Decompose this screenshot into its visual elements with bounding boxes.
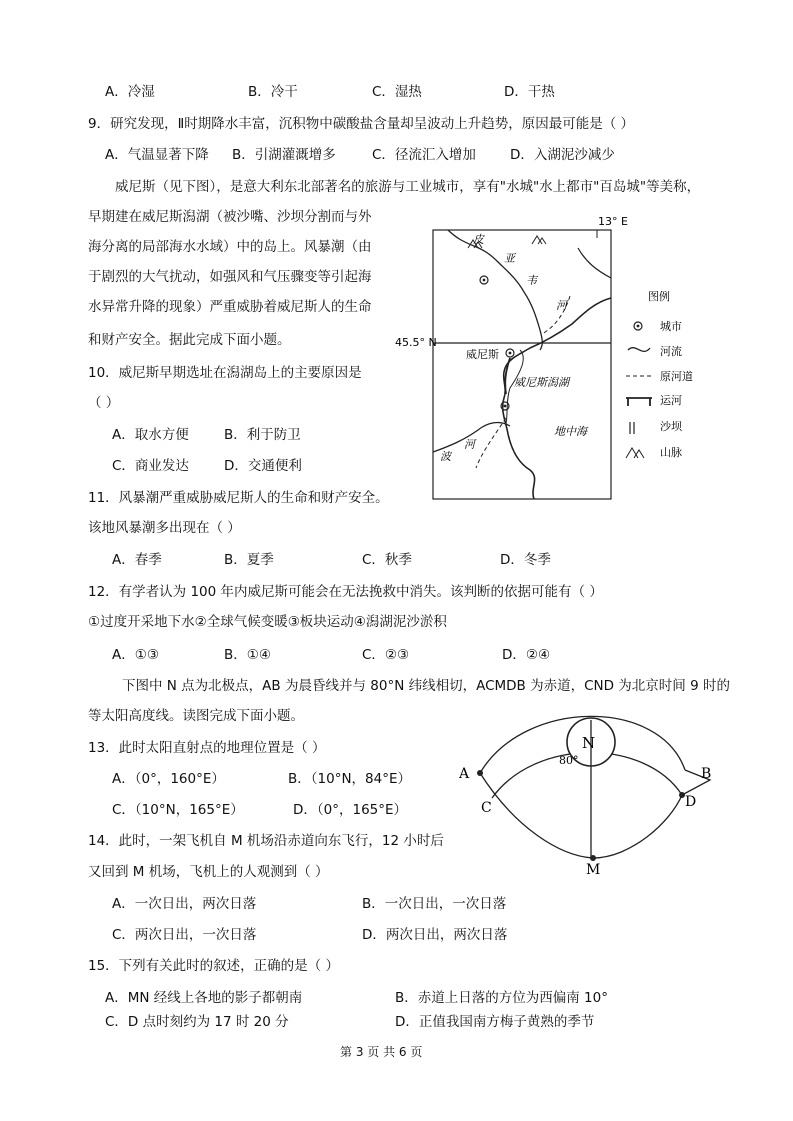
label-d: D: [685, 794, 697, 810]
q14-option-c: C．两次日出，一次日落: [112, 927, 257, 943]
river-name-char: 河: [464, 438, 475, 451]
q14-option-a: A．一次日出，两次日落: [112, 896, 257, 912]
legend-river: 河流: [660, 345, 682, 358]
legend-title: 图例: [648, 290, 670, 303]
legend-river-icon: [628, 348, 650, 352]
q10-option-c: C．商业发达: [112, 458, 189, 474]
venice-intro-line1: 威尼斯（见下图），是意大利东北部著名的旅游与工业城市，享有"水城"水上都市"百岛城"等美称，: [115, 179, 701, 195]
venice-intro-line5: 水异常升降的现象）严重威胁着威尼斯人的生命: [88, 299, 372, 315]
point-m: [590, 855, 596, 861]
q12-option-a: A．①③: [112, 647, 159, 663]
label-c: C: [481, 800, 492, 816]
q12-stem: 12．有学者认为 100 年内威尼斯可能会在无法挽救中消失。该判断的依据可能有（ ）: [88, 584, 603, 600]
q8-option-c: C．湿热: [372, 84, 422, 100]
lon-label: 13° E: [598, 215, 628, 228]
canal: [505, 358, 510, 394]
q15-option-d: D．正值我国南方梅子黄熟的季节: [395, 1014, 595, 1030]
q8-option-a: A．冷湿: [105, 84, 155, 100]
polar-intro-line2: 等太阳高度线。读图完成下面小题。: [88, 708, 304, 724]
legend-canal: 运河: [660, 394, 682, 407]
q9-option-a: A．气温显著下降: [105, 147, 209, 163]
q11-stem: 11．风暴潮严重威胁威尼斯人的生命和财产安全。: [88, 490, 389, 506]
legend-sandbar: 沙坝: [660, 420, 682, 433]
q15-stem: 15．下列有关此时的叙述，正确的是（ ）: [88, 958, 339, 974]
venice-intro-line4: 于剧烈的大气扰动，如强风和气压骤变等引起海: [88, 269, 372, 285]
q14-stem2: 又回到 M 机场，飞机上的人观测到（ ）: [88, 864, 329, 880]
label-a: A: [459, 766, 470, 782]
q14-option-b: B．一次日出，一次日落: [362, 896, 507, 912]
river-name-char: 韦: [526, 274, 537, 287]
q9-option-c: C．径流汇入增加: [372, 147, 476, 163]
sea-label: 地中海: [554, 425, 587, 438]
legend-mountain: 山脉: [660, 446, 682, 459]
q10-stem-paren: （ ）: [88, 395, 120, 411]
q14-option-d: D．两次日出，两次日落: [362, 927, 508, 943]
label-m: M: [586, 862, 601, 878]
legend-canal-icon: [626, 398, 652, 406]
label-80: 80°: [559, 754, 579, 767]
venice-intro-line3: 海分离的局部海水水域）中的岛上。风暴潮（由: [88, 239, 372, 255]
river-northeast: [578, 248, 611, 278]
q11-stem2: 该地风暴潮多出现在（ ）: [88, 520, 241, 536]
old-riverbed-south: [476, 418, 506, 468]
polar-diagram: [445, 708, 735, 878]
q11-option-d: D．冬季: [500, 552, 551, 568]
point-a: [477, 770, 483, 776]
q15-option-a: A．MN 经线上各地的影子都朝南: [105, 990, 303, 1006]
page-footer: 第 3 页 共 6 页: [340, 1045, 423, 1059]
lagoon-label: 威尼斯潟湖: [514, 376, 569, 389]
q11-option-c: C．秋季: [362, 552, 412, 568]
coastline: [503, 298, 611, 499]
q11-option-a: A．春季: [112, 552, 162, 568]
label-b: B: [701, 766, 712, 782]
legend-old-river: 原河道: [660, 370, 693, 383]
q12-items: ①过度开采地下水②全球气候变暖③板块运动④潟湖泥沙淤积: [88, 614, 447, 630]
q10-option-d: D．交通便利: [224, 458, 302, 474]
label-n: N: [582, 734, 596, 752]
venice-city-icon: [506, 349, 514, 357]
q12-option-b: B．①④: [224, 647, 271, 663]
q13-stem: 13．此时太阳直射点的地理位置是（ ）: [88, 740, 326, 756]
q14-stem: 14．此时，一架飞机自 M 机场沿赤道向东飞行，12 小时后: [88, 833, 444, 849]
river-north: [448, 230, 542, 350]
river-name-char: 波: [440, 450, 451, 463]
river-name-char: 皮: [473, 233, 484, 246]
legend-city-icon: [634, 322, 642, 330]
q9-option-d: D．入湖泥沙减少: [510, 147, 615, 163]
q12-option-c: C．②③: [362, 647, 410, 663]
venice-label: 威尼斯: [466, 348, 499, 361]
polar-intro-line1: 下图中 N 点为北极点，AB 为晨昏线并与 80°N 纬线相切，ACMDB 为赤道，CND 为北京时间 9 时的: [122, 678, 730, 694]
q10-stem: 10．威尼斯早期选址在潟湖岛上的主要原因是: [88, 365, 362, 381]
legend-mountain-icon: [626, 448, 644, 458]
q9-option-b: B．引湖灌溉增多: [232, 147, 336, 163]
q15-option-c: C．D 点时刻约为 17 时 20 分: [105, 1014, 289, 1030]
q8-option-b: B．冷干: [248, 84, 298, 100]
q13-option-c: C．（10°N，165°E）: [112, 802, 244, 818]
q15-option-b: B．赤道上日落的方位为西偏南 10°: [395, 990, 608, 1006]
venice-intro-line6: 和财产安全。据此完成下面小题。: [88, 332, 291, 348]
q11-option-b: B．夏季: [224, 552, 274, 568]
q12-option-d: D．②④: [502, 647, 551, 663]
venice-map: [360, 208, 720, 508]
q8-option-d: D．干热: [504, 84, 555, 100]
q13-option-b: B．（10°N，84°E）: [288, 771, 411, 787]
city-icon: [480, 276, 488, 284]
q9-stem: 9．研究发现，Ⅱ时期降水丰富，沉积物中碳酸盐含量却呈波动上升趋势，原因最可能是（ ）: [88, 116, 635, 132]
q13-option-a: A．（0°，160°E）: [112, 771, 225, 787]
lat-label: 45.5° N: [395, 336, 437, 349]
q10-option-b: B．利于防卫: [224, 427, 301, 443]
q13-option-d: D．（0°，165°E）: [293, 802, 408, 818]
river-name-char: 河: [556, 299, 567, 312]
legend-city: 城市: [660, 320, 682, 333]
venice-intro-line2: 早期建在威尼斯潟湖（被沙嘴、沙坝分割而与外: [88, 209, 372, 225]
equator-arc: [480, 773, 682, 858]
legend-sandbar-icon: [630, 422, 634, 434]
q10-option-a: A．取水方便: [112, 427, 189, 443]
river-name-char: 亚: [504, 252, 515, 265]
